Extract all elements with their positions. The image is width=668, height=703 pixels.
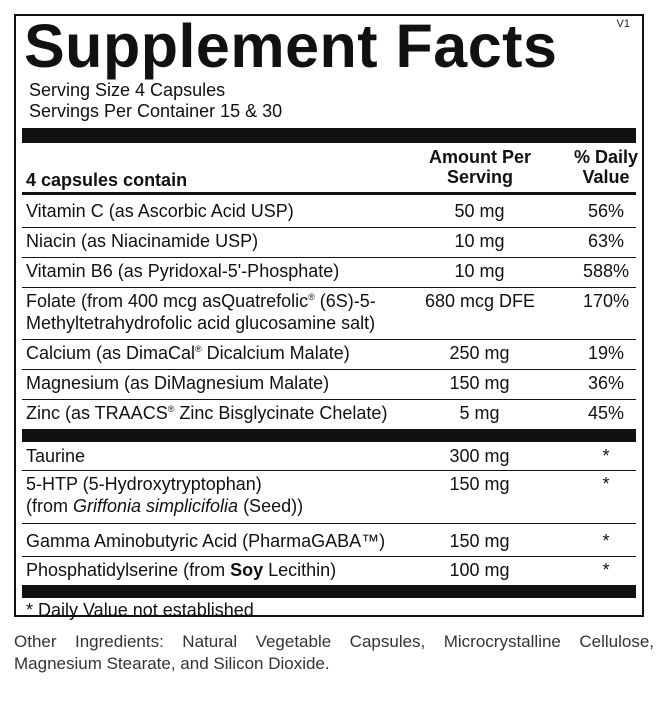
ingredient-dv: * <box>602 474 610 494</box>
nutrient-name: Zinc (as TRAACS® Zinc Bisglycinate Chelate) <box>26 403 388 423</box>
nutrient-dv: 56% <box>587 201 625 221</box>
nutrient-name: Magnesium (as DiMagnesium Malate) <box>26 373 330 393</box>
nutrient-amount: 10 mg <box>454 261 505 281</box>
allergen-label: Soy <box>230 560 264 580</box>
supplement-facts-panel <box>14 12 644 620</box>
ingredient-dv: * <box>602 560 610 580</box>
nutrient-dv: 63% <box>587 231 625 251</box>
table-row <box>22 197 636 227</box>
table-row <box>22 470 636 523</box>
divider-bar <box>22 429 636 442</box>
ingredient-dv: * <box>602 531 610 551</box>
ingredient-amount: 150 mg <box>449 531 510 551</box>
header-amount: Amount Per Serving <box>428 147 531 187</box>
servings-per-container: Servings Per Container 15 & 30 <box>29 101 283 121</box>
nutrient-dv: 36% <box>587 373 625 393</box>
nutrient-name: Vitamin B6 (as Pyridoxal-5'-Phosphate) <box>26 261 340 281</box>
registered-mark: ® <box>195 344 202 354</box>
other-ingredients <box>14 631 654 675</box>
nutrient-dv: 170% <box>582 291 630 311</box>
divider-bar <box>22 128 636 143</box>
registered-mark: ® <box>308 292 315 302</box>
ingredient-name: 5-HTP (5-Hydroxytryptophan) (from Griffonia simplicifolia (Seed)) <box>26 474 304 516</box>
daily-value-footnote: * Daily Value not established <box>26 600 254 620</box>
table-header <box>22 144 639 192</box>
ingredient-amount: 300 mg <box>449 446 510 466</box>
ingredient-amount: 100 mg <box>449 560 510 580</box>
registered-mark: ® <box>167 404 175 414</box>
ingredient-dv: * <box>602 446 610 466</box>
table-row <box>22 287 636 339</box>
nutrient-name: Niacin (as Niacinamide USP) <box>26 231 259 251</box>
table-row <box>22 556 636 585</box>
species-name: Griffonia simplicifolia <box>73 496 239 516</box>
serving-size: Serving Size 4 Capsules <box>29 80 226 100</box>
nutrient-dv: 45% <box>587 403 625 423</box>
version-label: V1 <box>616 18 630 30</box>
nutrient-name: Calcium (as DimaCal® Dicalcium Malate) <box>26 343 350 363</box>
header-daily-value: % Daily Value <box>573 147 639 187</box>
nutrient-amount: 5 mg <box>459 403 500 423</box>
nutrient-name: Folate (from 400 mcg asQuatrefolic® (6S)-5- Methyltetrahydrofolic acid glucosamine salt) <box>26 291 376 333</box>
nutrient-amount: 10 mg <box>454 231 505 251</box>
ingredient-name: Gamma Aminobutyric Acid (PharmaGABA™) <box>26 531 386 551</box>
other-ingredients-line: Other Ingredients: Natural Vegetable Capsules, Microcrystalline Cellulose, <box>14 632 654 651</box>
ingredient-amount: 150 mg <box>449 474 510 494</box>
panel-title: Supplement Facts <box>24 12 558 80</box>
table-row <box>22 257 636 287</box>
nutrient-amount: 50 mg <box>454 201 505 221</box>
table-row <box>22 527 636 556</box>
table-row <box>22 369 636 399</box>
table-row <box>22 442 636 470</box>
nutrient-amount: 680 mcg DFE <box>424 291 536 311</box>
table-row <box>22 227 636 257</box>
table-row <box>22 399 636 429</box>
nutrient-name: Vitamin C (as Ascorbic Acid USP) <box>26 201 294 221</box>
nutrient-dv: 588% <box>582 261 630 281</box>
header-divider <box>22 192 636 195</box>
table-row <box>22 339 636 369</box>
ingredient-name: Phosphatidylserine (from Soy Lecithin) <box>26 560 337 580</box>
serving-info <box>29 80 282 122</box>
row-divider <box>22 523 636 524</box>
other-ingredients-line: Magnesium Stearate, and Silicon Dioxide. <box>14 654 330 673</box>
divider-bar <box>22 585 636 598</box>
nutrient-amount: 150 mg <box>449 373 510 393</box>
header-contains: 4 capsules contain <box>26 170 188 190</box>
nutrient-amount: 250 mg <box>449 343 510 363</box>
ingredient-name: Taurine <box>26 446 86 466</box>
nutrient-dv: 19% <box>587 343 625 363</box>
